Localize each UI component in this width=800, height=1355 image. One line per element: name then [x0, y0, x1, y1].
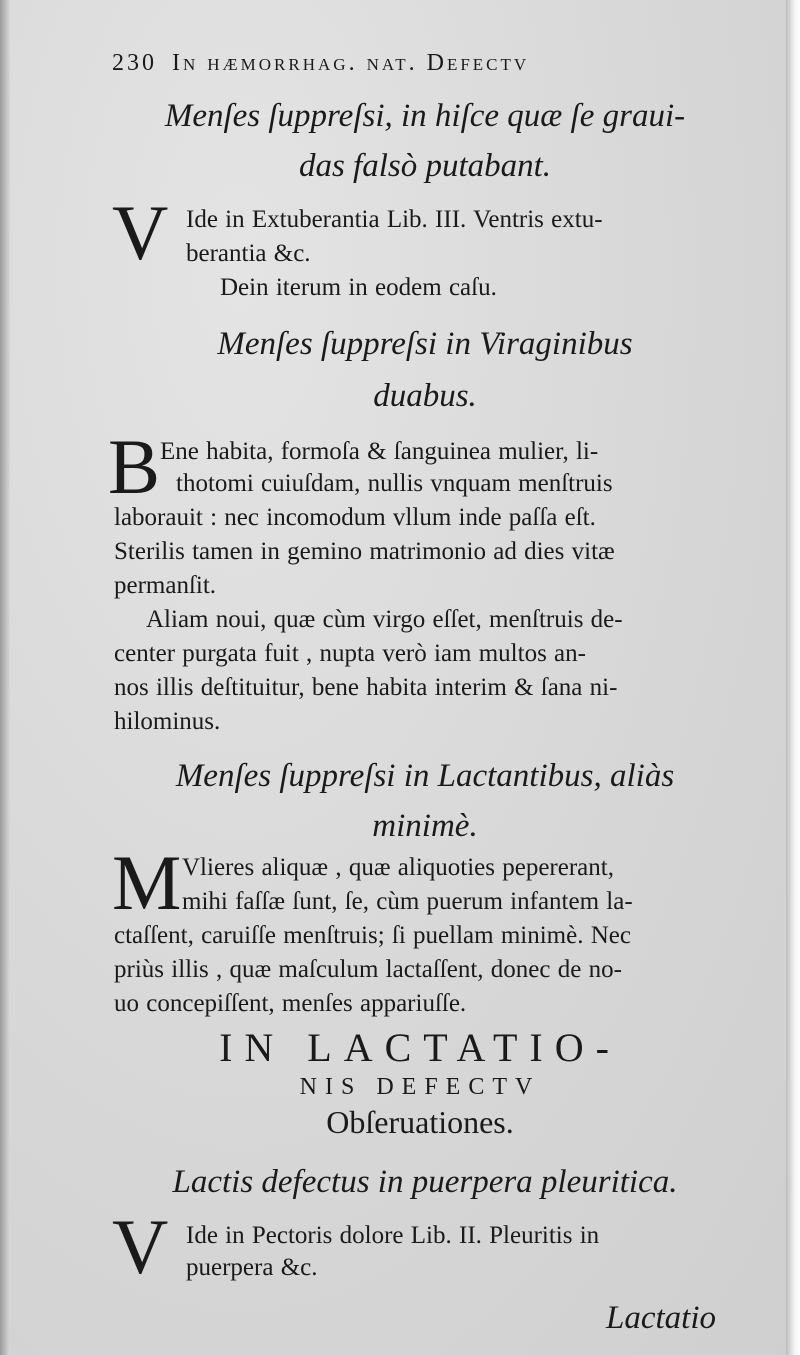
section-heading: Menſes ſuppreſsi, in hiſce quæ ſe graui- [164, 98, 686, 134]
text-line: Ide in Pectoris dolore Lib. II. Pleuritis in [186, 1222, 600, 1249]
running-title: In hæmorrhag. nat. Defectv [172, 50, 530, 76]
text-line: Dein iterum in eodem caſu. [220, 274, 497, 301]
text-line: Sterilis tamen in gemino matrimonio ad dies vitæ [114, 538, 615, 565]
text-line: mihi faſſæ ſunt, ſe, cùm puerum infantem la- [182, 888, 633, 915]
text-line: Ide in Extuberantia Lib. III. Ventris extu- [186, 206, 603, 233]
page-number: 230 [112, 50, 157, 76]
section-heading-cont: das falsò putabant. [298, 148, 552, 184]
section-heading-cont: duabus. [373, 378, 477, 414]
text-line: permanſit. [114, 572, 217, 599]
text-line: uo concepiſſent, menſes appariuſſe. [114, 990, 467, 1017]
text-line: hilominus. [114, 708, 221, 735]
catchword: Lactatio [606, 1300, 717, 1336]
section-title: IN LACTATIO- [219, 1025, 621, 1070]
text-line: Vlieres aliquæ , quæ aliquoties pepererant, [182, 854, 614, 881]
drop-cap: V [112, 189, 169, 276]
text-line: Ene habita, formoſa & ſanguinea mulier, li- [160, 438, 599, 465]
text-line: center purgata fuit , nupta verò iam multos an- [114, 640, 586, 667]
section-heading: Menſes ſuppreſsi in Viraginibus [217, 326, 633, 362]
text-line: Aliam noui, quæ cùm virgo eſſet, menſtruis de- [146, 606, 623, 633]
section-heading: Menſes ſuppreſsi in Lactantibus, aliàs [175, 758, 675, 794]
text-line: puerpera &c. [186, 1254, 318, 1281]
text-line: thotomi cuiuſdam, nullis vnquam menſtruis [176, 470, 613, 497]
page-edge [786, 0, 800, 1355]
drop-cap: M [112, 839, 182, 926]
section-heading-cont: minimè. [372, 808, 478, 844]
running-header [112, 50, 712, 80]
section-title-cont: NIS DEFECTV [299, 1074, 541, 1100]
section-heading: Lactis defectus in puerpera pleuritica. [172, 1164, 678, 1200]
section-subtitle: Obſeruationes. [326, 1104, 514, 1140]
text-line: priùs illis , quæ maſculum lactaſſent, donec de no- [114, 956, 622, 983]
page-gutter-shadow [0, 0, 10, 1355]
text-line: nos illis deſtituitur, bene habita interim & ſana ni- [114, 674, 618, 701]
drop-cap: B [108, 423, 161, 510]
text-line: berantia &c. [186, 240, 311, 267]
drop-cap: V [112, 1203, 169, 1290]
text-line: ctaſſent, caruiſſe menſtruis; ſi puellam minimè. Nec [114, 922, 631, 949]
text-line: laborauit : nec incomodum vllum inde paſſa eſt. [114, 504, 596, 531]
